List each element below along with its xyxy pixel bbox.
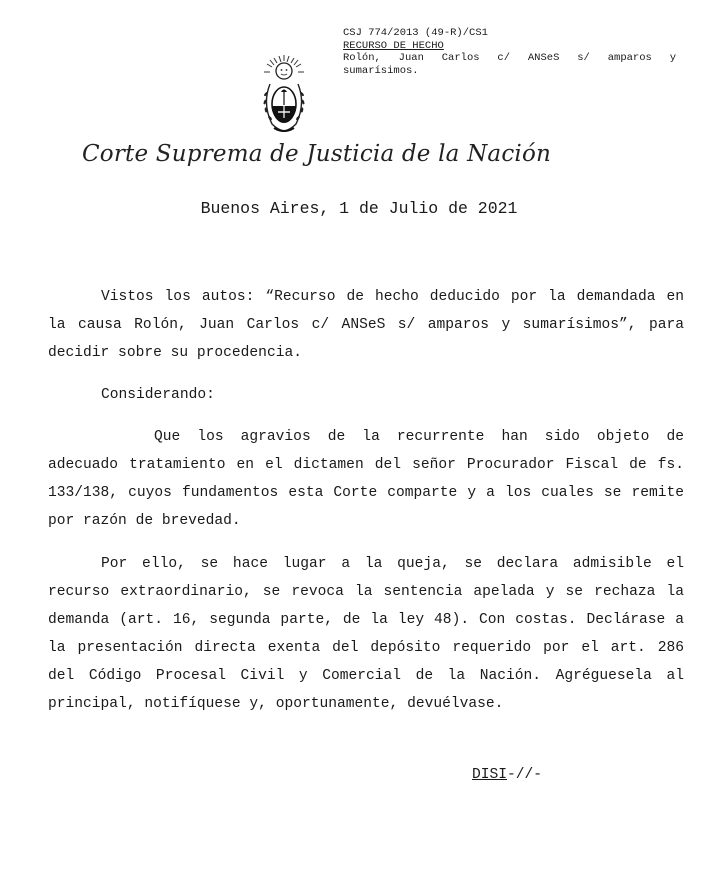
date-line: Buenos Aires, 1 de Julio de 2021: [200, 199, 518, 218]
signoff-label: DISI: [472, 767, 508, 783]
paragraph-que-text: Que los agravios de la recurrente han sido objeto de adecuado tratamiento en el dictamen del señor Procurador Fiscal de fs. 133/138, cuyos fundamentos esta Corte comparte y a los cuales se remite por razón de brevedad.: [48, 429, 684, 529]
paragraph-por-ello: [48, 550, 684, 718]
case-type: RECURSO DE HECHO: [343, 39, 444, 52]
paragraph-vistos: [48, 283, 684, 367]
paragraph-que: [48, 423, 684, 535]
case-number: CSJ 774/2013 (49-R)/CS1: [343, 27, 488, 39]
case-parties-continued: sumarísimos.: [343, 64, 419, 77]
case-header: [343, 27, 676, 77]
paragraph-por-ello-text: Por ello, se hace lugar a la queja, se declara admisible el recurso extraordinario, se revoca la sentencia apelada y se rechaza la demanda (art. 16, segunda parte, de la ley 48). Con costas. Declárase a la presentación directa exenta del depósito requerido por el art. 286 del Código Procesal Civil y Comercial de la Nación. Agréguesela al principal, notifíquese y, oportunamente, devuélvase.: [48, 556, 684, 712]
national-coat-of-arms-icon: [256, 52, 312, 136]
paragraph-vistos-text: Vistos los autos: “Recurso de hecho deducido por la demandada en la causa Rolón, Juan Carlos c/ ANSeS s/ amparos y sumarísimos”, para decidir sobre su procedencia.: [48, 289, 684, 361]
considerando-heading: Considerando:: [101, 387, 215, 403]
court-title: Corte Suprema de Justicia de la Nación: [82, 141, 552, 167]
signoff: [472, 761, 542, 789]
signoff-suffix: -//-: [507, 767, 543, 783]
paragraph-considerando: [48, 381, 684, 409]
case-parties: Rolón, Juan Carlos c/ ANSeS s/ amparos y: [343, 52, 676, 64]
